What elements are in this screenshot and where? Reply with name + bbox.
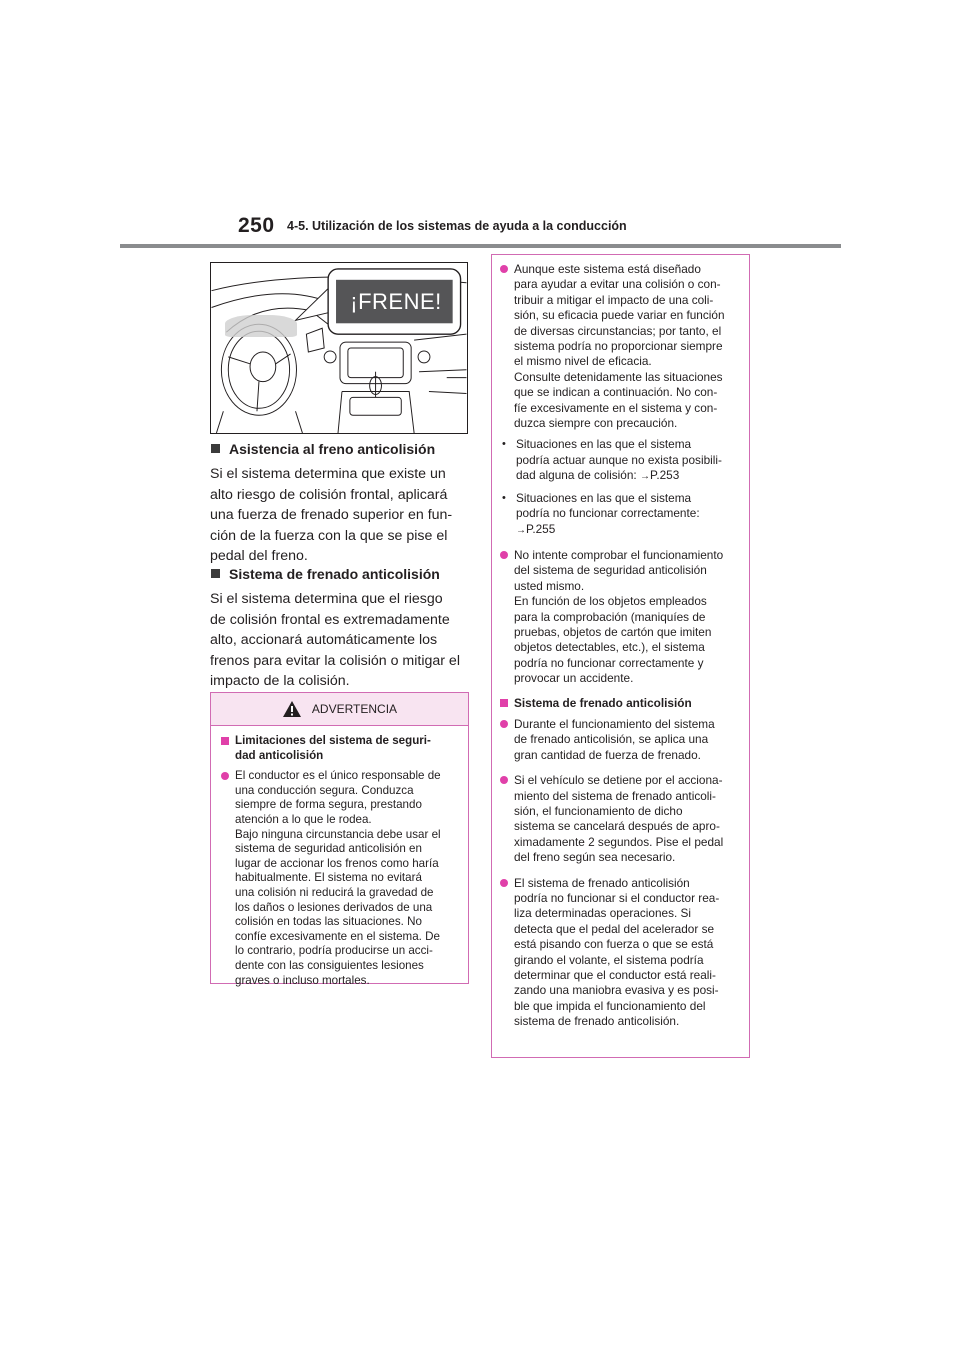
list-item: Durante el funcionamiento del sistema de frenado anticolisión, se aplica una gran cantidad de fuerza de frenado. (500, 717, 741, 763)
round-bullet-icon (500, 265, 508, 273)
section-brake-assist (210, 440, 472, 567)
warning-title: ADVERTENCIA (311, 702, 398, 716)
middot-bullet-icon: • (502, 491, 506, 504)
caution-subheading: Sistema de frenado anticolisión (500, 696, 741, 711)
warning-triangle-icon (282, 700, 302, 718)
list-item: Aunque este sistema está diseñado para ayudar a evitar una colisión o con- tribuir a mitigar el impacto de una coli- sión, su eficacia puede variar en función de diversas circunstancias; por tanto, el sistema podría no proporcionar siempre el mismo nivel de eficacia. Consulte detenidamente las situaciones que se indican a continuación. No con- fíe excesivamente en el sistema y con- duzca siempre con precaución. (500, 262, 741, 431)
list-item: Si el vehículo se detiene por el acciona- miento del sistema de frenado anticoli- sión, el funcionamiento de dicho sistema se cancelará después de apro- ximadamente 2 segundos. Pise el pedal del freno según sea necesario. (500, 773, 741, 865)
round-bullet-icon (221, 772, 229, 780)
brake-warning-display: ¡FRENE! (350, 289, 442, 314)
arrow-right-icon: → (516, 524, 526, 536)
display-highlight (225, 315, 297, 337)
page-number: 250 (238, 214, 275, 237)
warning-box (210, 692, 469, 987)
chapter-title: 4-5. Utilización de los sistemas de ayuda a la conducción (287, 219, 627, 233)
header-rule (120, 244, 841, 248)
sub-list-item: • Situaciones en las que el sistema podría no funcionar correctamente: →P.255 (502, 490, 700, 536)
section-body: Si el sistema determina que el riesgo de colisión frontal es extremadamente alto, accionará automáticamente los frenos para evitar la colisión o mitigar el impacto de la colisión. (210, 591, 460, 690)
section-braking-system (210, 565, 472, 692)
section-heading (210, 565, 472, 583)
warning-header (211, 693, 468, 726)
section-body: Si el sistema determina que existe un alto riesgo de colisión frontal, aplicará una fuerza de frenado superior en fun- ción de la fuerza con la que se pise el pedal del freno. (210, 466, 453, 565)
arrow-right-icon: → (639, 471, 650, 483)
dashboard-illustration (210, 262, 468, 434)
list-item: El conductor es el único responsable de una conducción segura. Conduzca siempre de forma segura, prestando atención a lo que le rodea. Bajo ninguna circunstancia debe usar el sistema de seguridad anticolisión en lugar de accionar los frenos como haría habitualmente. El sistema no evitará una colisión ni reducirá la gravedad de los daños o lesiones derivados de una colisión en todas las situaciones. No confíe excesivamente en el sistema. De lo contrario, podría producirse un acci- dente con las consiguientes lesiones graves o incluso mortales. (221, 769, 458, 988)
square-bullet-icon (221, 737, 229, 745)
section-heading (210, 440, 472, 458)
square-bullet-icon (211, 569, 220, 578)
round-bullet-icon (500, 551, 508, 559)
square-bullet-icon (211, 444, 220, 453)
page-reference[interactable]: P.255 (526, 521, 556, 536)
heading-text: Sistema de frenado anticolisión (229, 566, 440, 582)
page-reference[interactable]: P.253 (649, 468, 680, 483)
square-bullet-icon (500, 699, 508, 707)
caution-box (491, 254, 750, 1058)
warning-subheading: Limitaciones del sistema de seguri- dad anticolisión (221, 734, 458, 763)
list-item: No intente comprobar el funcionamiento del sistema de seguridad anticolisión usted mismo. En función de los objetos empleados para la comprobación (maniquíes de pruebas, objetos de cartón que imiten objetos detectables, etc.), el sistema podría no funcionar correctamente y provocar un accidente. (500, 548, 741, 687)
middot-bullet-icon: • (502, 438, 506, 451)
round-bullet-icon (500, 776, 508, 784)
heading-text: Asistencia al freno anticolisión (229, 441, 436, 457)
sub-list-item: • Situaciones en las que el sistema podría actuar aunque no exista posibili- dad alguna de colisión: →P.253 (502, 437, 722, 483)
list-item: El sistema de frenado anticolisión podría no funcionar si el conductor rea- liza determinadas operaciones. Si detecta que el pedal del acelerador se está pisando con fuerza o que se está girando el volante, el sistema podría determinar que el conductor está reali- zando una maniobra evasiva y es posi- ble que impida el funcionamiento del sistema de frenado anticolisión. (500, 876, 741, 1030)
round-bullet-icon (500, 879, 508, 887)
round-bullet-icon (500, 720, 508, 728)
